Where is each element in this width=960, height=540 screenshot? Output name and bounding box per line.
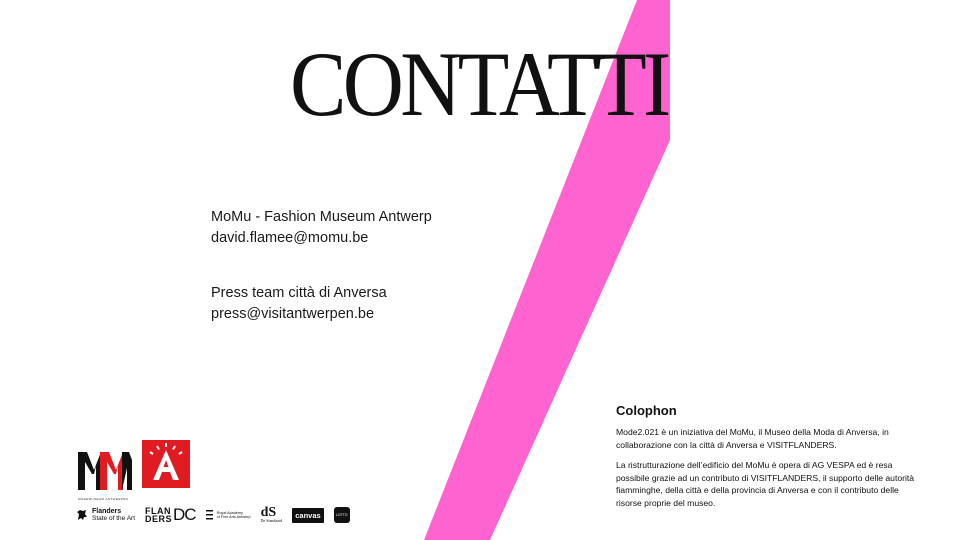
flanders-lion-icon <box>76 509 88 521</box>
royal-academy-line2: of Fine Arts Antwerp <box>216 515 251 519</box>
royal-academy-line1: Royal Academy <box>216 510 243 515</box>
flanders-dc-logo <box>145 507 196 523</box>
momu-logo-icon <box>78 446 132 501</box>
colophon-paragraph: Mode2.021 è un iniziativa del MoMu, il Museo della Moda di Anversa, in collaborazione con la città di Anversa e VISITFLANDERS. <box>616 427 889 450</box>
de-standaard-mark: dS <box>260 505 277 520</box>
flanders-logo <box>76 508 135 522</box>
page-title: CONTATTI <box>290 33 668 135</box>
contact-email[interactable]: david.flamee@momu.be <box>211 230 369 246</box>
colophon <box>616 403 916 517</box>
flanders-name: Flanders <box>92 508 122 515</box>
antwerp-a-logo-icon <box>142 440 190 488</box>
contact-name: MoMu - Fashion Museum Antwerp <box>211 209 432 225</box>
colophon-heading: Colophon <box>616 403 677 418</box>
royal-academy-logo <box>206 509 251 521</box>
royal-academy-bars-icon <box>206 509 214 521</box>
momu-logo-subtitle: MODEMUSEUM ANTWERPEN <box>78 497 129 501</box>
de-standaard-logo <box>261 507 283 523</box>
lotto-logo: LOTTO <box>334 507 350 523</box>
partner-logos <box>76 507 350 523</box>
momu-mark-icon <box>78 446 132 490</box>
flanders-dc-bottom: DERS <box>145 514 173 524</box>
de-standaard-sub: De Standaard <box>260 518 283 523</box>
colophon-paragraph: La ristrutturazione dell’edificio del MoMu è opera di AG VESPA ed è resa possibile grazie ad un contributo di VISITFLANDERS, il supporto delle autorità fiamminghe, della città e della provincia di Anversa e con il contributo delle risorse proprie del museo. <box>616 460 915 508</box>
contact-email[interactable]: press@visitantwerpen.be <box>211 306 375 322</box>
flanders-dc-top: FLAN <box>145 506 171 516</box>
contact-momu <box>211 207 432 249</box>
canvas-logo: canvas <box>292 508 323 523</box>
flanders-dc-suffix: DC <box>173 505 196 524</box>
contact-press-team <box>211 283 387 325</box>
flanders-tagline: State of the Art <box>92 515 135 522</box>
contact-name: Press team città di Anversa <box>211 285 387 301</box>
antwerp-a-glyph-icon <box>142 440 190 488</box>
